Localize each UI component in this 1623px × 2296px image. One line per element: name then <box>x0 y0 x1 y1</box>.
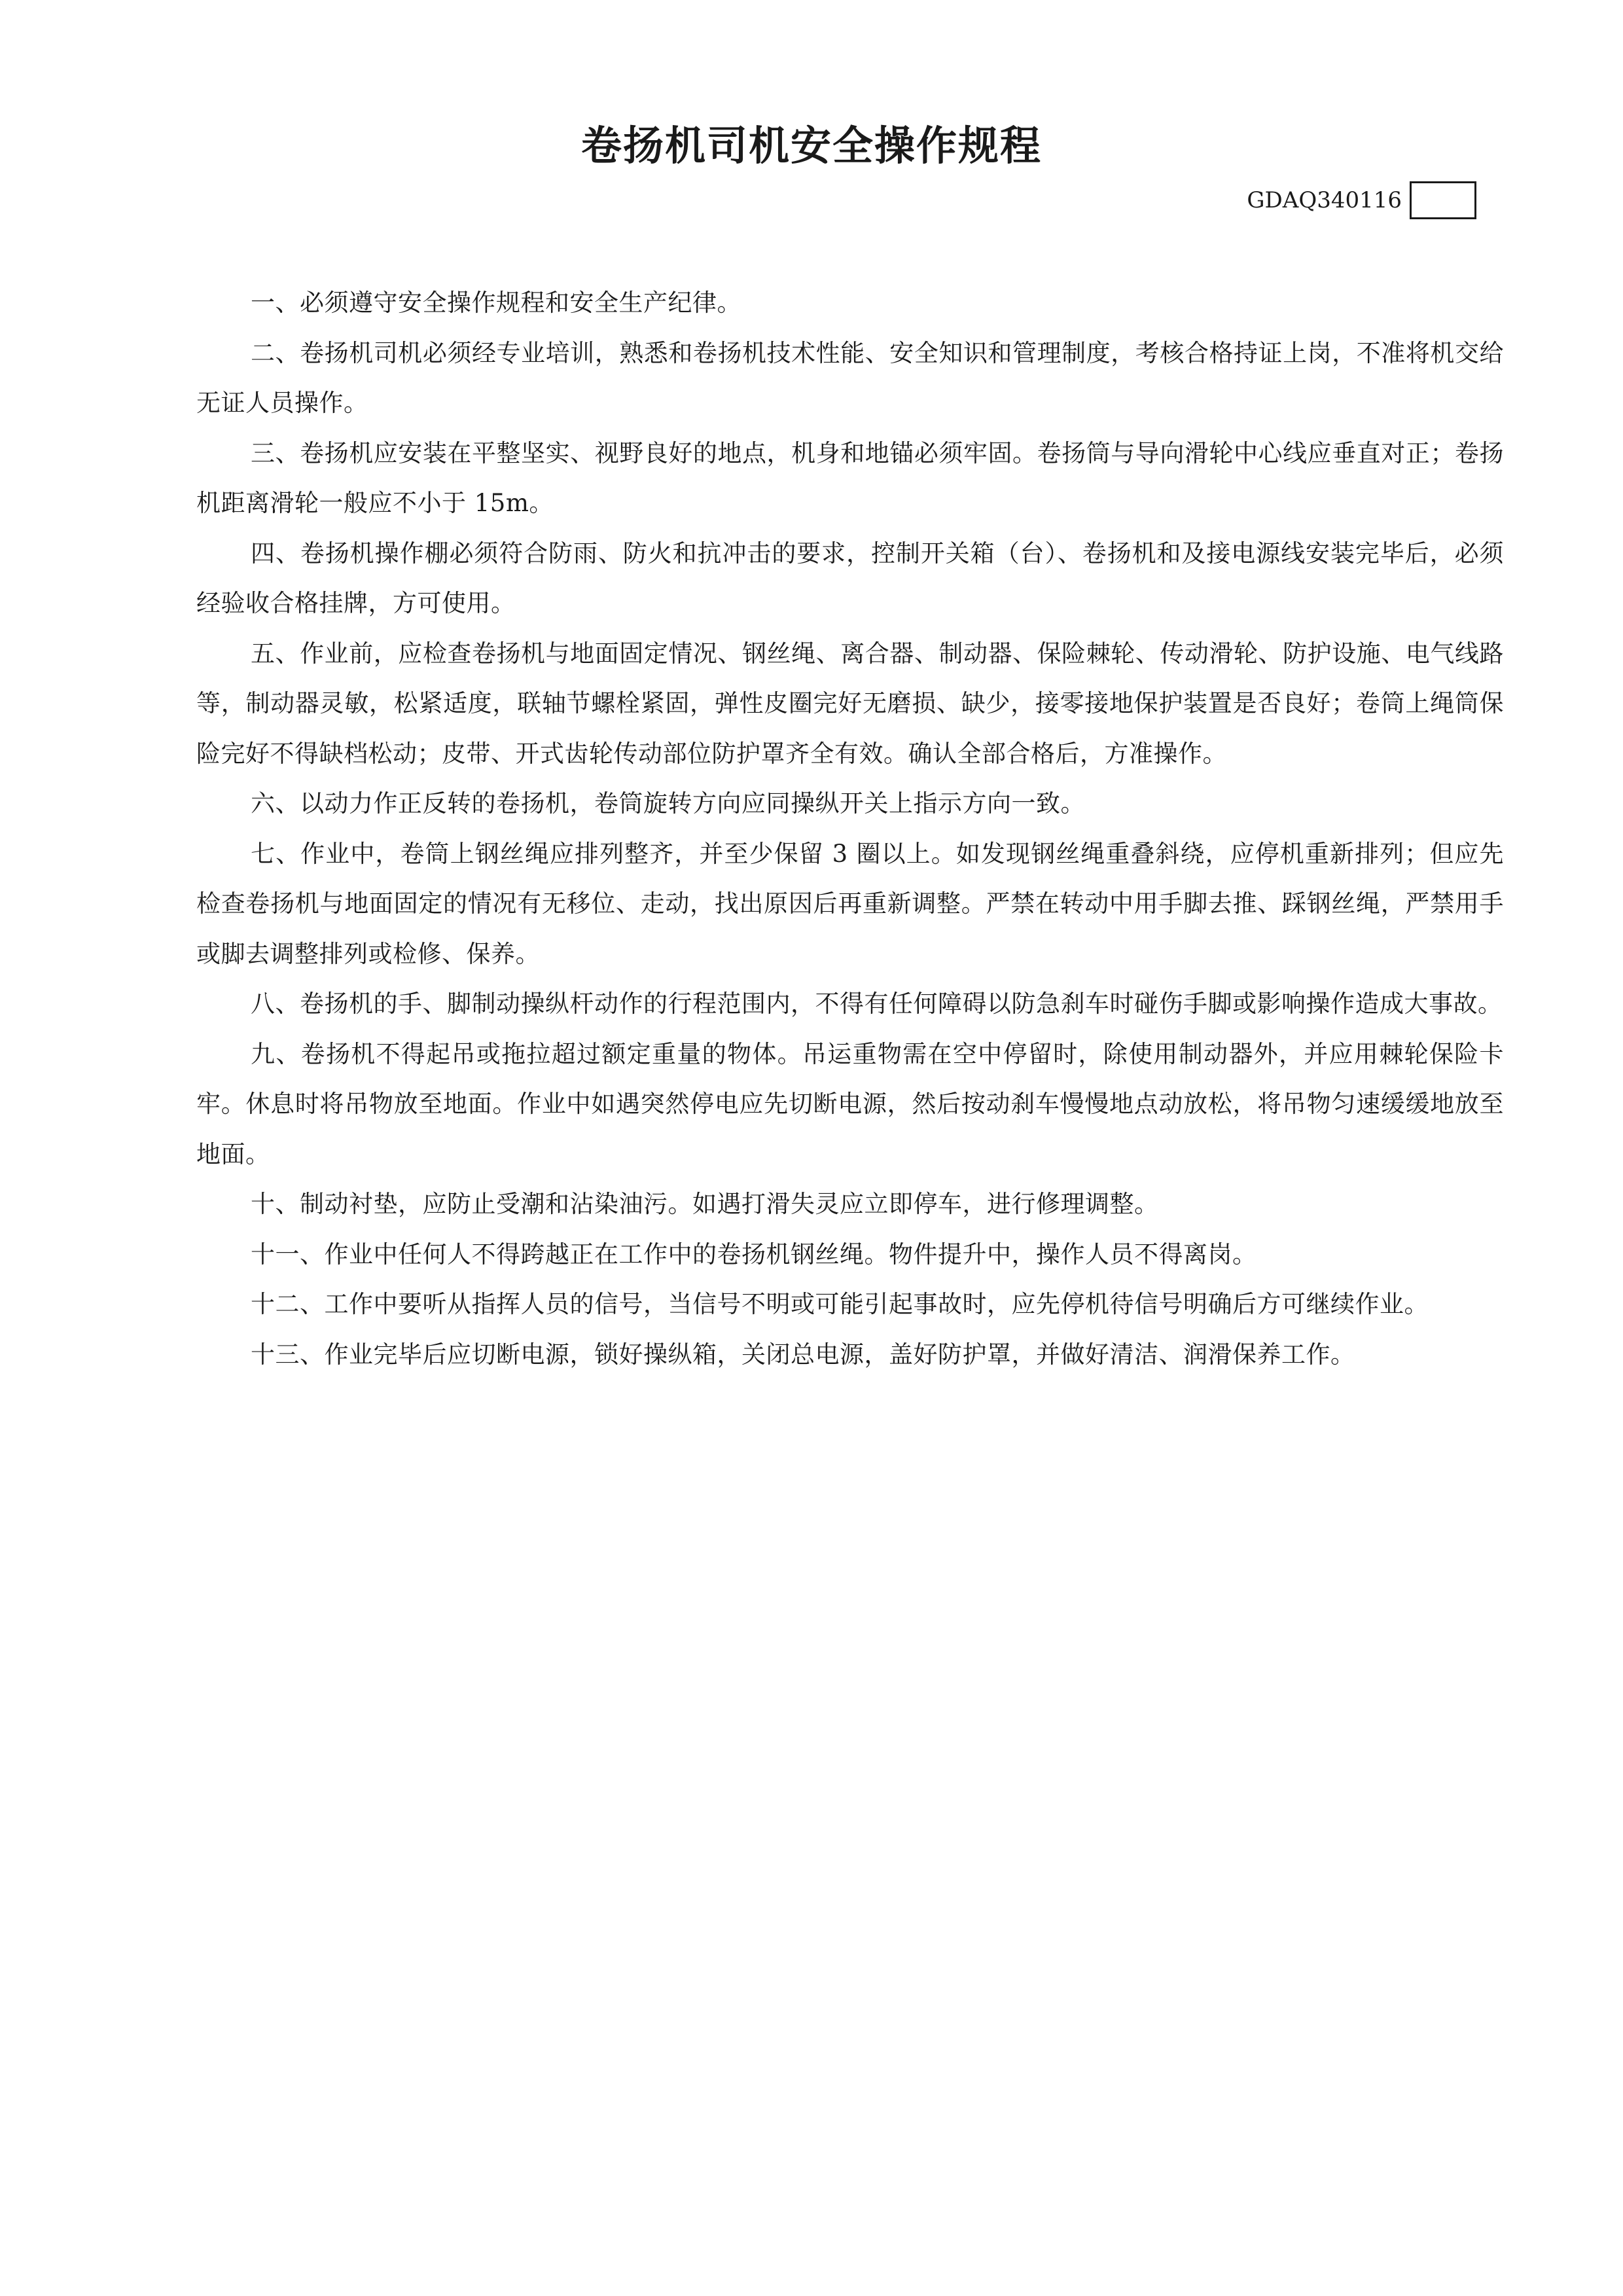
paragraph-2: 二、卷扬机司机必须经专业培训，熟悉和卷扬机技术性能、安全知识和管理制度，考核合格持证上岗，不准将机交给无证人员操作。 <box>196 338 1504 417</box>
paragraph-8: 八、卷扬机的手、脚制动操纵杆动作的行程范围内，不得有任何障碍以防急刹车时碰伤手脚或影响操作造成大事故。 <box>251 990 1503 1018</box>
code-suffix-box <box>1410 181 1476 219</box>
paragraph-10: 十、制动衬垫，应防止受潮和沾染油污。如遇打滑失灵应立即停车，进行修理调整。 <box>251 1190 1159 1218</box>
document-body <box>196 278 1504 1380</box>
paragraph-11: 十一、作业中任何人不得跨越正在工作中的卷扬机钢丝绳。物件提升中，操作人员不得离岗。 <box>251 1240 1257 1268</box>
paragraph-1: 一、必须遵守安全操作规程和安全生产纪律。 <box>251 289 741 317</box>
paragraph-4: 四、卷扬机操作棚必须符合防雨、防火和抗冲击的要求，控制开关箱（台）、卷扬机和及接电源线安装完毕后，必须经验收合格挂牌，方可使用。 <box>196 539 1504 617</box>
paragraph-5: 五、作业前，应检查卷扬机与地面固定情况、钢丝绳、离合器、制动器、保险棘轮、传动滑轮、防护设施、电气线路等，制动器灵敏，松紧适度，联轴节螺栓紧固，弹性皮圈完好无磨损、缺少，接零接地保护装置是否良好；卷筒上绳筒保险完好不得缺档松动；皮带、开式齿轮传动部位防护罩齐全有效。确认全部合格后，方准操作。 <box>196 639 1504 768</box>
paragraph-6: 六、以动力作正反转的卷扬机，卷筒旋转方向应同操纵开关上指示方向一致。 <box>251 789 1085 817</box>
paragraph-7: 七、作业中，卷筒上钢丝绳应排列整齐，并至少保留 3 圈以上。如发现钢丝绳重叠斜绕，应停机重新排列；但应先检查卷扬机与地面固定的情况有无移位、走动，找出原因后再重新调整。严禁在转动中用手脚去推、踩钢丝绳，严禁用手或脚去调整排列或检修、保养。 <box>196 839 1504 968</box>
paragraph-9: 九、卷扬机不得起吊或拖拉超过额定重量的物体。吊运重物需在空中停留时，除使用制动器外，并应用棘轮保险卡牢。休息时将吊物放至地面。作业中如遇突然停电应先切断电源，然后按动刹车慢慢地点动放松，将吊物匀速缓缓地放至地面。 <box>196 1039 1504 1168</box>
document-code-row <box>1247 181 1476 220</box>
document-code: GDAQ340116 <box>1247 187 1402 213</box>
paragraph-13: 十三、作业完毕后应切断电源，锁好操纵箱，关闭总电源，盖好防护罩，并做好清洁、润滑保养工作。 <box>251 1340 1355 1369</box>
paragraph-3: 三、卷扬机应安装在平整坚实、视野良好的地点，机身和地锚必须牢固。卷扬筒与导向滑轮中心线应垂直对正；卷扬机距离滑轮一般应不小于 15m。 <box>196 439 1504 517</box>
paragraph-12: 十二、工作中要听从指挥人员的信号，当信号不明或可能引起事故时，应先停机待信号明确后方可继续作业。 <box>251 1290 1429 1318</box>
document-title: 卷扬机司机安全操作规程 <box>580 122 1042 170</box>
